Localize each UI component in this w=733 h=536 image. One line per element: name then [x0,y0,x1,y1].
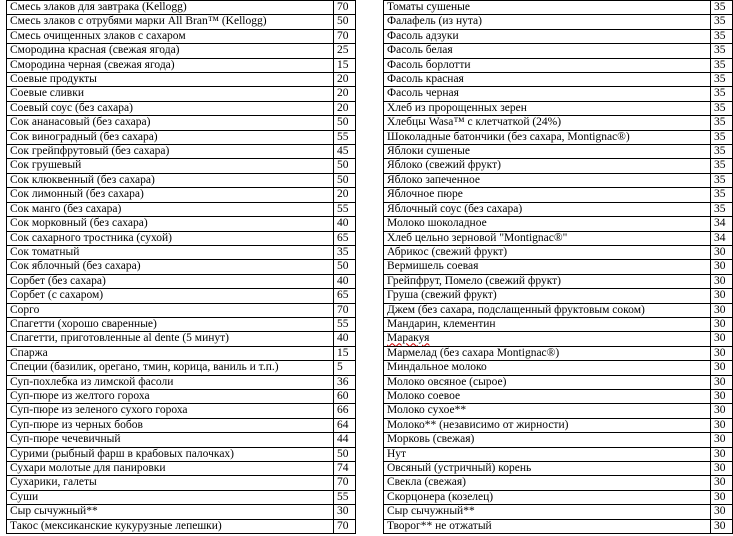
food-name-cell: Сухарики, галеты [7,476,334,490]
gi-value-cell: 74 [334,462,356,476]
table-row [7,159,356,173]
table-row [7,418,356,432]
gi-value-cell: 66 [334,404,356,418]
gi-value-cell: 35 [711,202,733,216]
table-row [7,73,356,87]
food-name-cell: Фасоль белая [384,44,711,58]
gi-value-cell: 30 [711,245,733,259]
gi-value-cell: 25 [334,44,356,58]
food-name-cell: Спаржа [7,346,334,360]
food-name-cell: Овсяный (устричный) корень [384,462,711,476]
table-row [7,101,356,115]
gi-value-cell: 30 [711,447,733,461]
food-name-cell: Яблоко запеченное [384,173,711,187]
table-row [7,116,356,130]
food-name-cell: Фасоль адзуки [384,29,711,43]
gi-value-cell: 35 [711,145,733,159]
food-name-cell: Яблочное пюре [384,188,711,202]
food-name-cell: Фасоль борлотти [384,58,711,72]
food-name-cell: Соевые сливки [7,87,334,101]
food-name-cell: Свекла (свежая) [384,476,711,490]
gi-value-cell: 20 [334,188,356,202]
gi-value-cell: 50 [334,173,356,187]
table-row [7,476,356,490]
gi-value-cell: 60 [334,389,356,403]
gi-value-cell: 35 [711,159,733,173]
table-row [384,245,733,259]
table-row [384,188,733,202]
table-row [7,188,356,202]
gi-value-cell: 45 [334,145,356,159]
table-row [7,231,356,245]
food-name-cell: Сухари молотые для панировки [7,462,334,476]
food-name-cell: Миндальное молоко [384,361,711,375]
food-name-cell: Абрикос (свежий фрукт) [384,245,711,259]
food-name-cell: Молоко** (независимо от жирности) [384,418,711,432]
gi-value-cell: 15 [334,346,356,360]
gi-value-cell: 30 [711,346,733,360]
table-row [384,231,733,245]
gi-value-cell: 70 [334,29,356,43]
food-name-cell: Хлеб из пророщенных зерен [384,101,711,115]
table-row [384,44,733,58]
gi-value-cell: 20 [334,87,356,101]
table-row [7,505,356,519]
gi-value-cell: 70 [334,1,356,15]
gi-value-cell: 50 [334,260,356,274]
gi-value-cell: 35 [711,44,733,58]
table-row [7,245,356,259]
food-name-cell: Смесь злаков для завтрака (Kellogg) [7,1,334,15]
food-name-cell: Спагетти (хорошо сваренные) [7,317,334,331]
food-name-cell: Молоко овсяное (сырое) [384,375,711,389]
food-name-cell: Джем (без сахара, подслащенный фруктовым соком) [384,303,711,317]
food-name-cell: Груша (свежий фрукт) [384,289,711,303]
table-row [384,274,733,288]
table-row [384,332,733,346]
gi-value-cell: 44 [334,433,356,447]
table-row [7,87,356,101]
gi-value-cell: 5 [334,361,356,375]
table-row [384,58,733,72]
gi-value-cell: 30 [711,519,733,533]
gi-value-cell: 30 [711,260,733,274]
table-row [7,389,356,403]
table-row [7,260,356,274]
gi-value-cell: 65 [334,231,356,245]
gi-value-cell: 35 [711,87,733,101]
gi-value-cell: 34 [711,217,733,231]
table-row [7,361,356,375]
food-name-cell: Смесь очищенных злаков с сахаром [7,29,334,43]
food-name-cell: Молоко соевое [384,389,711,403]
table-row [7,15,356,29]
food-name-cell: Суп-пюре из желтого гороха [7,389,334,403]
food-name-cell: Сок клюквенный (без сахара) [7,173,334,187]
food-name-cell: Сурими (рыбный фарш в крабовых палочках) [7,447,334,461]
gi-value-cell: 70 [334,519,356,533]
food-name-cell: Сок грейпфрутовый (без сахара) [7,145,334,159]
gi-value-cell: 30 [711,462,733,476]
table-row [7,433,356,447]
table-row [384,1,733,15]
food-name-cell: Мандарин, клементин [384,317,711,331]
food-name-cell: Сок грушевый [7,159,334,173]
food-name-cell: Фалафель (из нута) [384,15,711,29]
gi-value-cell: 30 [711,289,733,303]
gi-value-cell: 30 [711,303,733,317]
food-name-cell: Томаты сушеные [384,1,711,15]
gi-value-cell: 40 [334,332,356,346]
food-name-cell: Сок томатный [7,245,334,259]
gi-value-cell: 35 [711,1,733,15]
food-name-cell: Молоко шоколадное [384,217,711,231]
gi-value-cell: 30 [711,433,733,447]
gi-value-cell: 35 [711,29,733,43]
gi-value-cell: 35 [711,73,733,87]
food-name-cell: Фасоль красная [384,73,711,87]
table-row [7,1,356,15]
gi-value-cell: 35 [711,130,733,144]
gi-value-cell: 35 [711,101,733,115]
food-name-cell: Скорцонера (козелец) [384,490,711,504]
table-row [384,361,733,375]
table-row [7,490,356,504]
gi-table-left [6,0,356,534]
table-row [7,274,356,288]
gi-value-cell: 50 [334,116,356,130]
food-name-cell: Яблоки сушеные [384,145,711,159]
table-row [7,447,356,461]
food-name-cell: Сок лимонный (без сахара) [7,188,334,202]
table-row [384,375,733,389]
table-row [7,346,356,360]
table-row [384,73,733,87]
table-row [384,289,733,303]
table-row [7,29,356,43]
gi-value-cell: 20 [334,101,356,115]
gi-value-cell: 40 [334,217,356,231]
table-row [384,130,733,144]
food-name-cell: Сок виноградный (без сахара) [7,130,334,144]
gi-value-cell: 30 [711,274,733,288]
gi-value-cell: 70 [334,303,356,317]
food-name-cell: Смородина черная (свежая ягода) [7,58,334,72]
gi-value-cell: 30 [711,505,733,519]
food-name-cell: Грейпфрут, Помело (свежий фрукт) [384,274,711,288]
food-name-cell: Сорго [7,303,334,317]
gi-value-cell: 35 [711,15,733,29]
table-row [7,519,356,533]
table-row [384,145,733,159]
table-row [384,173,733,187]
table-row [7,58,356,72]
table-row [7,202,356,216]
food-name-cell: Нут [384,447,711,461]
table-row [384,505,733,519]
gi-value-cell: 35 [334,245,356,259]
table-row [7,375,356,389]
gi-value-cell: 30 [711,404,733,418]
gi-value-cell: 55 [334,130,356,144]
table-row [7,217,356,231]
table-row [7,332,356,346]
gi-table-right [383,0,733,534]
food-name-cell: Маракуя [384,332,711,346]
gi-value-cell: 65 [334,289,356,303]
food-name-cell: Суп-похлебка из лимской фасоли [7,375,334,389]
food-name-cell: Вермишель соевая [384,260,711,274]
food-name-cell: Творог** не отжатый [384,519,711,533]
gi-value-cell: 50 [334,159,356,173]
table-row [384,29,733,43]
food-name-cell: Хлебцы Wasa™ с клетчаткой (24%) [384,116,711,130]
table-row [7,289,356,303]
gi-value-cell: 70 [334,476,356,490]
table-row [384,346,733,360]
table-row [384,202,733,216]
table-row [384,116,733,130]
food-name-cell: Молоко сухое** [384,404,711,418]
food-name-cell: Сок яблочный (без сахара) [7,260,334,274]
gi-value-cell: 55 [334,317,356,331]
gi-value-cell: 40 [334,274,356,288]
food-name-cell: Морковь (свежая) [384,433,711,447]
table-row [384,15,733,29]
food-name-cell: Такос (мексиканские кукурузные лепешки) [7,519,334,533]
gi-value-cell: 30 [711,389,733,403]
gi-table-left-body [7,1,356,534]
table-row [384,101,733,115]
gi-value-cell: 55 [334,490,356,504]
gi-value-cell: 30 [711,361,733,375]
gi-value-cell: 35 [711,173,733,187]
gi-value-cell: 30 [711,476,733,490]
table-row [384,317,733,331]
table-row [384,217,733,231]
gi-value-cell: 50 [334,15,356,29]
food-name-cell: Сок сахарного тростника (сухой) [7,231,334,245]
gi-value-cell: 34 [711,231,733,245]
table-row [7,404,356,418]
food-name-cell: Сок манго (без сахара) [7,202,334,216]
table-row [384,404,733,418]
food-name-cell: Соевый соус (без сахара) [7,101,334,115]
gi-value-cell: 20 [334,73,356,87]
food-name-cell: Сыр сычужный** [7,505,334,519]
gi-value-cell: 15 [334,58,356,72]
gi-value-cell: 30 [711,317,733,331]
table-row [384,476,733,490]
table-row [384,87,733,101]
table-row [7,145,356,159]
food-name-cell: Суп-пюре из зеленого сухого гороха [7,404,334,418]
table-row [7,173,356,187]
gi-value-cell: 30 [711,418,733,432]
gi-value-cell: 35 [711,58,733,72]
gi-value-cell: 35 [711,116,733,130]
food-name-cell: Мармелад (без сахара Montignac®) [384,346,711,360]
food-name-cell: Сорбет (без сахара) [7,274,334,288]
food-name-cell: Смесь злаков с отрубями марки All Bran™ (Kellogg) [7,15,334,29]
food-name-cell: Суп-пюре из черных бобов [7,418,334,432]
food-name-cell: Спагетти, приготовленные al dente (5 минут) [7,332,334,346]
food-name-cell: Фасоль черная [384,87,711,101]
table-row [384,418,733,432]
gi-value-cell: 30 [711,332,733,346]
gi-value-cell: 36 [334,375,356,389]
food-name-cell: Специи (базилик, орегано, тмин, корица, ваниль и т.п.) [7,361,334,375]
table-row [384,490,733,504]
table-row [7,130,356,144]
food-name-cell: Шоколадные батончики (без сахара, Montignac®) [384,130,711,144]
table-row [7,462,356,476]
gi-value-cell: 35 [711,188,733,202]
table-row [384,303,733,317]
gi-value-cell: 55 [334,202,356,216]
food-name-cell: Суп-пюре чечевичный [7,433,334,447]
food-name-cell: Хлеб цельно зерновой "Montignac®" [384,231,711,245]
table-row [384,447,733,461]
table-row [7,44,356,58]
gi-table-right-body [384,1,733,534]
gi-value-cell: 64 [334,418,356,432]
table-row [384,260,733,274]
food-name-cell: Смородина красная (свежая ягода) [7,44,334,58]
food-name-cell: Яблоко (свежий фрукт) [384,159,711,173]
table-row [384,433,733,447]
gi-value-cell: 30 [711,490,733,504]
food-name-cell: Соевые продукты [7,73,334,87]
gi-value-cell: 30 [334,505,356,519]
food-name-cell: Сок ананасовый (без сахара) [7,116,334,130]
food-name-cell: Сок морковный (без сахара) [7,217,334,231]
table-row [384,462,733,476]
gi-value-cell: 50 [334,447,356,461]
food-name-cell: Сорбет (с сахаром) [7,289,334,303]
table-row [384,519,733,533]
food-name-cell: Сыр сычужный** [384,505,711,519]
food-name-cell: Яблочный соус (без сахара) [384,202,711,216]
gi-value-cell: 30 [711,375,733,389]
table-row [7,317,356,331]
table-row [384,389,733,403]
table-row [384,159,733,173]
food-name-cell: Суши [7,490,334,504]
table-row [7,303,356,317]
